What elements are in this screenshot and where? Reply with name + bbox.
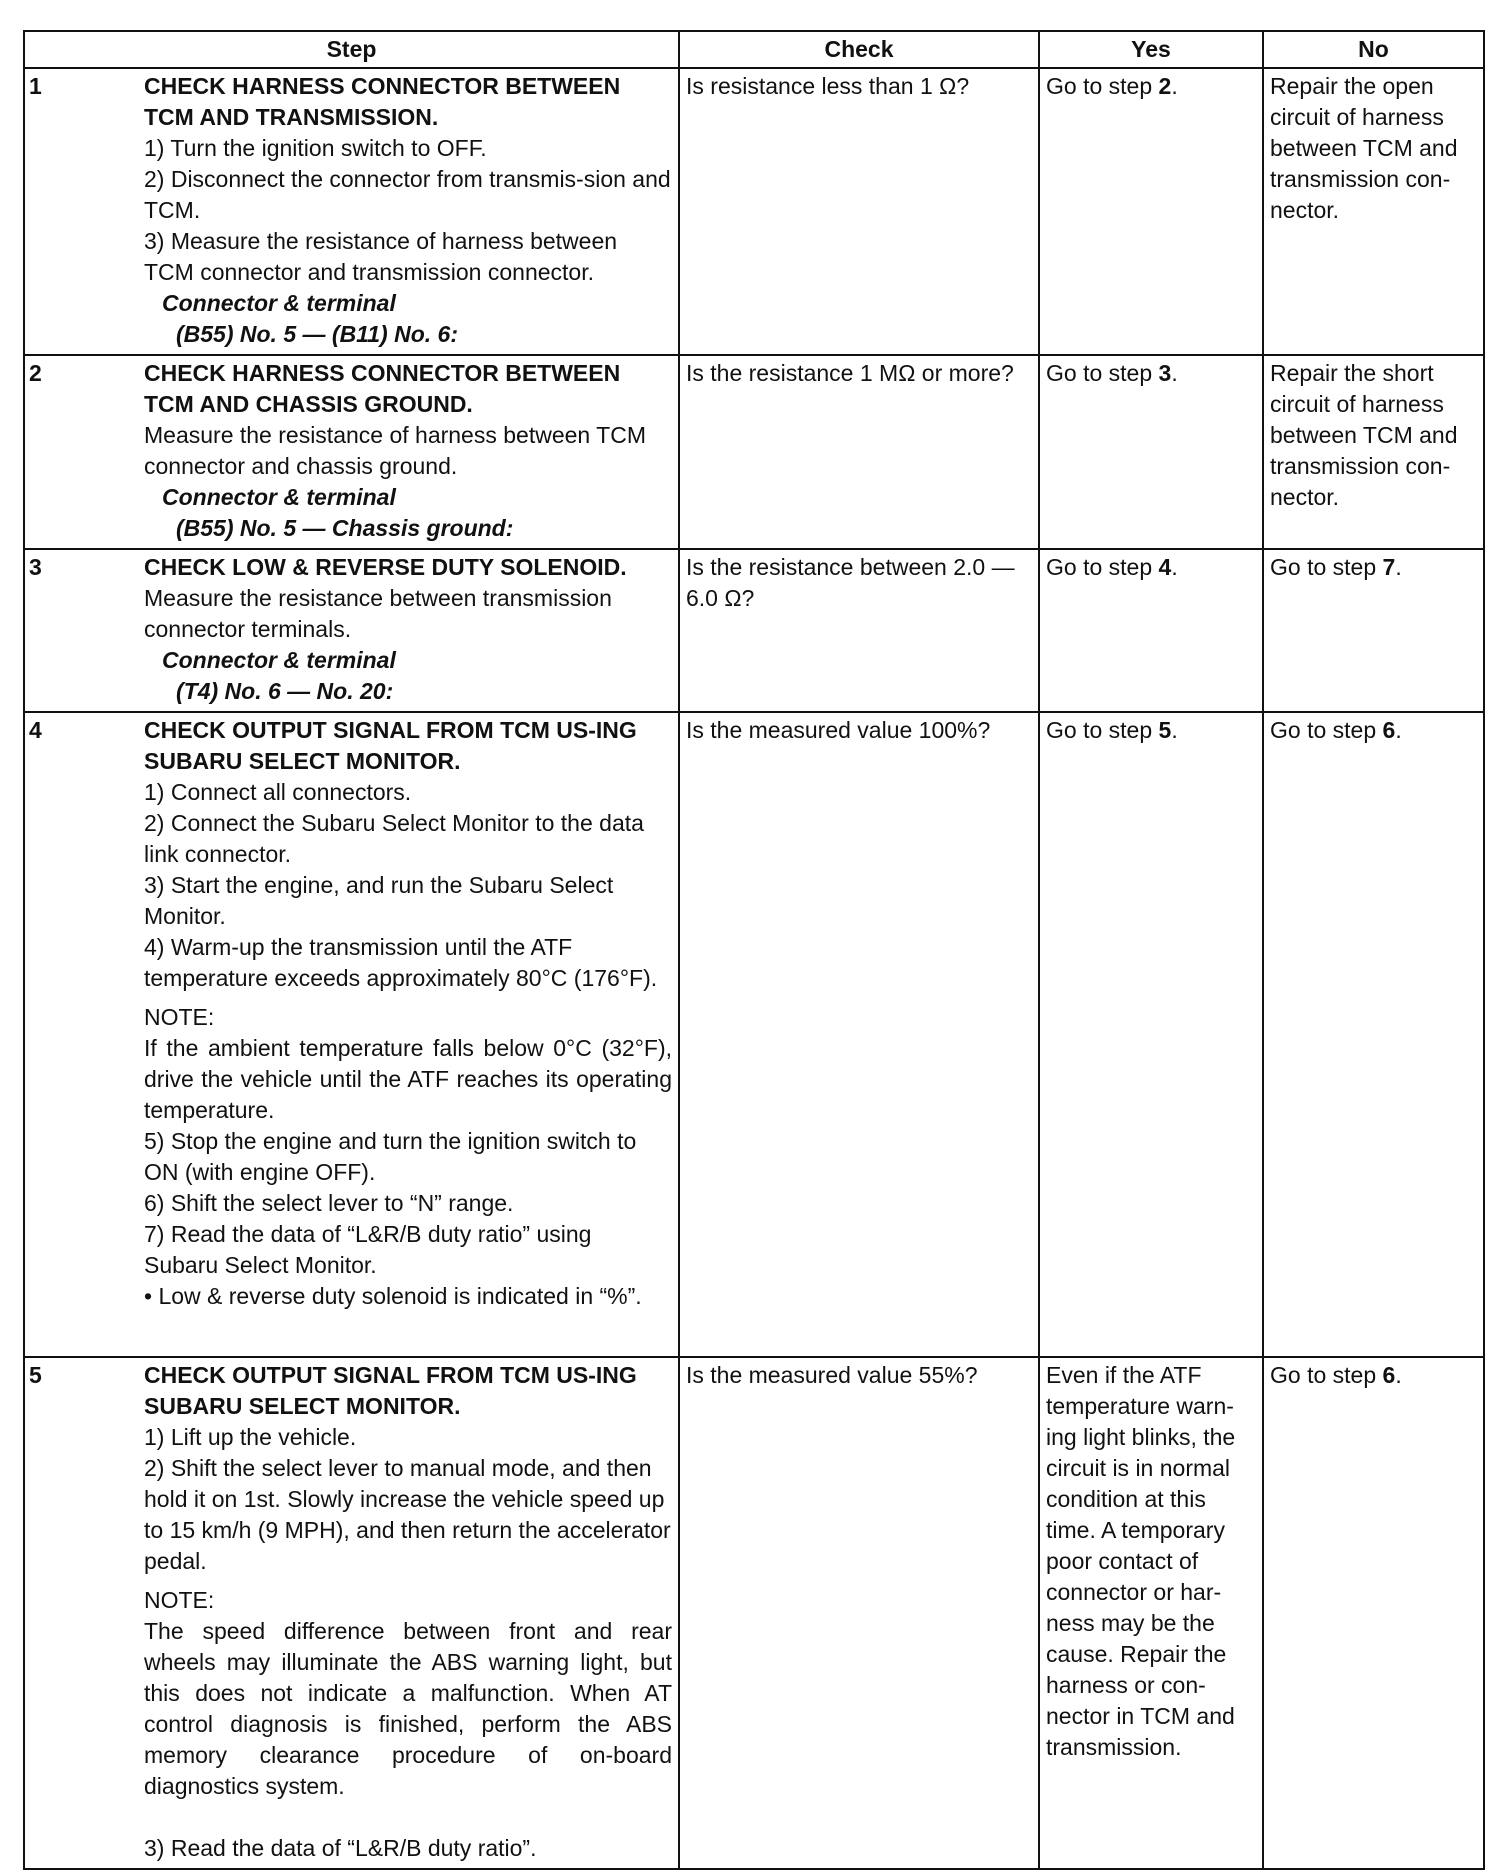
- no-cell: [1263, 1357, 1484, 1869]
- step-instruction: 3) Measure the resistance of harness between TCM connector and transmission connector.: [144, 228, 618, 285]
- table-row: [24, 355, 1484, 549]
- yes-text: Go to step: [1046, 554, 1159, 580]
- step-instruction: 1) Connect all connectors.: [144, 779, 412, 805]
- note-text: If the ambient temperature falls below 0°C (32°F), drive the vehicle until the ATF reaches its operating temperature.: [144, 1035, 672, 1123]
- step-cell: [24, 355, 679, 549]
- step-cell: [24, 1357, 679, 1869]
- note-text: The speed difference between front and rear wheels may illuminate the ABS warning light, but this does not indicate a malfunction. When AT control diagnosis is finished, perform the ABS memory clearance procedure of on-board diagnostics system.: [144, 1618, 672, 1799]
- check-cell: Is the measured value 100%?: [679, 712, 1039, 1357]
- yes-suffix: .: [1171, 360, 1178, 386]
- no-step-ref: 6: [1382, 1362, 1396, 1388]
- check-cell: Is the measured value 55%?: [679, 1357, 1039, 1869]
- note-label: NOTE:: [144, 1004, 215, 1030]
- yes-step-ref: 4: [1158, 554, 1172, 580]
- note-label: NOTE:: [144, 1587, 215, 1613]
- yes-cell: [1039, 68, 1263, 355]
- step-cell: [24, 68, 679, 355]
- table-row: [24, 68, 1484, 355]
- no-cell: Repair the open circuit of harness between TCM and transmission con-nector.: [1263, 68, 1484, 355]
- header-check: Check: [679, 31, 1039, 68]
- yes-text: Go to step: [1046, 717, 1159, 743]
- yes-suffix: .: [1171, 73, 1178, 99]
- connector-terminal-label: Connector & terminal: [162, 647, 396, 673]
- yes-text: Go to step: [1046, 73, 1159, 99]
- step-title: CHECK HARNESS CONNECTOR BETWEEN TCM AND CHASSIS GROUND.: [144, 360, 621, 417]
- yes-cell: [1039, 549, 1263, 712]
- yes-suffix: .: [1171, 554, 1178, 580]
- step-instruction: Measure the resistance between transmission connector terminals.: [144, 585, 612, 642]
- no-text: Go to step: [1270, 554, 1383, 580]
- connector-terminal-value: (B55) No. 5 — (B11) No. 6:: [176, 321, 458, 347]
- step-instruction: 2) Disconnect the connector from transmis-sion and TCM.: [144, 166, 671, 223]
- step-number: 5: [29, 1362, 42, 1388]
- step-number: 4: [29, 717, 42, 743]
- step-cell: [24, 549, 679, 712]
- table-row: [24, 1357, 1484, 1869]
- step-title: CHECK OUTPUT SIGNAL FROM TCM US-ING SUBARU SELECT MONITOR.: [144, 1362, 637, 1419]
- yes-step-ref: 5: [1158, 717, 1172, 743]
- connector-terminal-label: Connector & terminal: [162, 484, 396, 510]
- no-step-ref: 7: [1382, 554, 1396, 580]
- bullet-item: • Low & reverse duty solenoid is indicated in “%”.: [144, 1283, 642, 1309]
- no-cell: Repair the short circuit of harness between TCM and transmission con-nector.: [1263, 355, 1484, 549]
- step-instruction: 2) Shift the select lever to manual mode, and then hold it on 1st. Slowly increase the vehicle speed up to 15 km/h (9 MPH), and then return the accelerator pedal.: [144, 1455, 671, 1574]
- check-cell: Is resistance less than 1 Ω?: [679, 68, 1039, 355]
- step-instruction: Measure the resistance of harness between TCM connector and chassis ground.: [144, 422, 646, 479]
- yes-text: Go to step: [1046, 360, 1159, 386]
- no-suffix: .: [1395, 554, 1402, 580]
- step-number: 2: [29, 360, 42, 386]
- no-text: Go to step: [1270, 717, 1383, 743]
- yes-cell: [1039, 355, 1263, 549]
- diagnostic-page: [23, 30, 1483, 1870]
- connector-terminal-value: (T4) No. 6 — No. 20:: [176, 678, 394, 704]
- yes-step-ref: 2: [1158, 73, 1172, 99]
- header-yes: Yes: [1039, 31, 1263, 68]
- step-instruction: 6) Shift the select lever to “N” range.: [144, 1190, 514, 1216]
- header-no: No: [1263, 31, 1484, 68]
- no-cell: [1263, 712, 1484, 1357]
- yes-cell: [1039, 712, 1263, 1357]
- no-cell: [1263, 549, 1484, 712]
- step-title: CHECK HARNESS CONNECTOR BETWEEN TCM AND TRANSMISSION.: [144, 73, 621, 130]
- check-cell: Is the resistance 1 MΩ or more?: [679, 355, 1039, 549]
- header-step: Step: [24, 31, 679, 68]
- table-row: [24, 712, 1484, 1357]
- step-instruction: 1) Turn the ignition switch to OFF.: [144, 135, 487, 161]
- step-title: CHECK LOW & REVERSE DUTY SOLENOID.: [144, 554, 627, 580]
- step-instruction: 1) Lift up the vehicle.: [144, 1424, 357, 1450]
- yes-cell: Even if the ATF temperature warn-ing light blinks, the circuit is in normal condition at this time. A temporary poor contact of connector or har-ness may be the cause. Repair the harness or con-nector in TCM and transmission.: [1039, 1357, 1263, 1869]
- no-suffix: .: [1395, 717, 1402, 743]
- step-cell: [24, 712, 679, 1357]
- step-number: 3: [29, 554, 42, 580]
- yes-step-ref: 3: [1158, 360, 1172, 386]
- header-row: [24, 31, 1484, 68]
- step-instruction: 4) Warm-up the transmission until the ATF temperature exceeds approximately 80°C (176°F).: [144, 934, 658, 991]
- connector-terminal-value: (B55) No. 5 — Chassis ground:: [176, 515, 514, 541]
- no-step-ref: 6: [1382, 717, 1396, 743]
- step-instruction: 3) Start the engine, and run the Subaru Select Monitor.: [144, 872, 614, 929]
- step-title: CHECK OUTPUT SIGNAL FROM TCM US-ING SUBARU SELECT MONITOR.: [144, 717, 637, 774]
- step-instruction: 3) Read the data of “L&R/B duty ratio”.: [144, 1835, 537, 1861]
- table-row: [24, 549, 1484, 712]
- diagnostic-table: [23, 30, 1485, 1870]
- step-instruction: 5) Stop the engine and turn the ignition switch to ON (with engine OFF).: [144, 1128, 637, 1185]
- step-number: 1: [29, 73, 42, 99]
- yes-suffix: .: [1171, 717, 1178, 743]
- no-suffix: .: [1395, 1362, 1402, 1388]
- check-cell: Is the resistance between 2.0 — 6.0 Ω?: [679, 549, 1039, 712]
- connector-terminal-label: Connector & terminal: [162, 290, 396, 316]
- no-text: Go to step: [1270, 1362, 1383, 1388]
- step-instruction: 2) Connect the Subaru Select Monitor to the data link connector.: [144, 810, 644, 867]
- step-instruction: 7) Read the data of “L&R/B duty ratio” using Subaru Select Monitor.: [144, 1221, 592, 1278]
